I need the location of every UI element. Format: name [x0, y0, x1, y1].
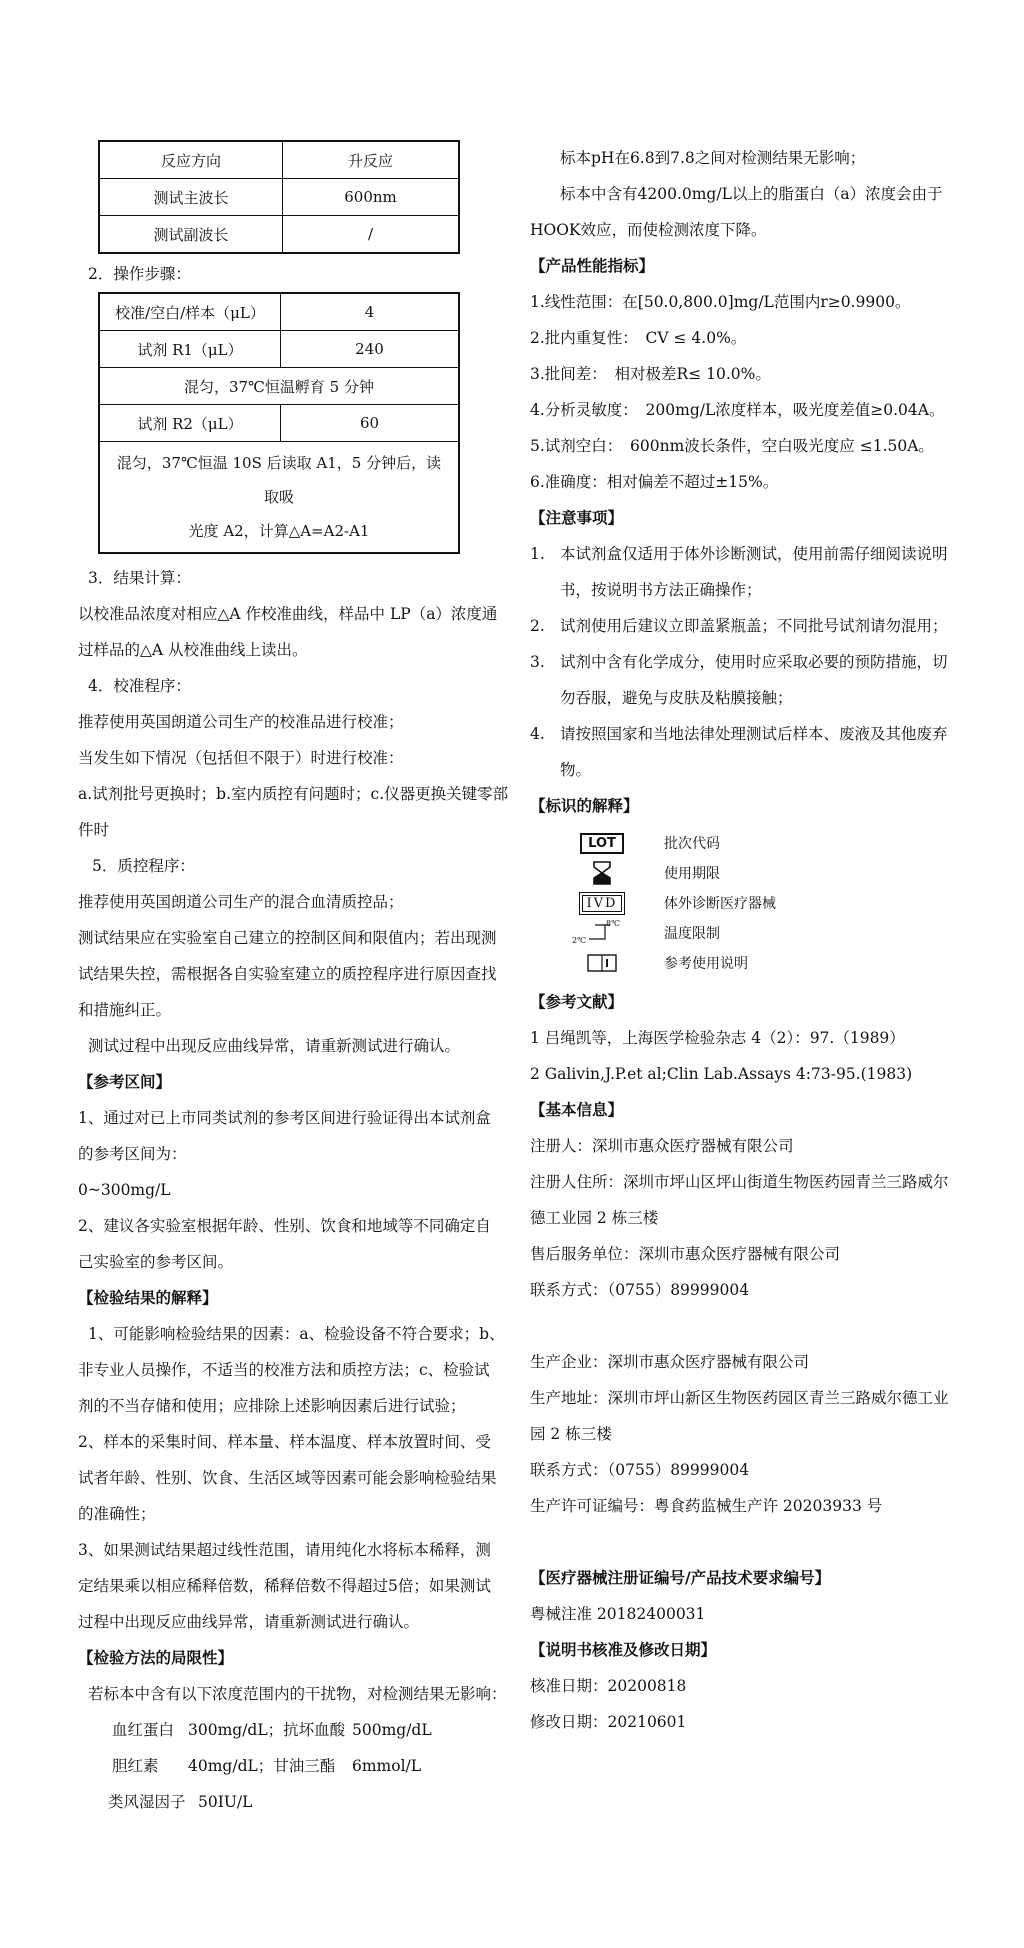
table-cell: 试剂 R1（μL）: [99, 331, 281, 368]
info-line: 园 2 栋三楼: [530, 1425, 612, 1443]
performance-item: 2.批内重复性： CV ≤ 4.0%。: [530, 329, 747, 347]
interferent-row: [78, 1784, 528, 1820]
list-number: 3.: [530, 653, 545, 671]
interferent-name: 胆红素: [112, 1757, 159, 1775]
table-row: [99, 293, 459, 331]
step-4-heading: 4．校准程序：: [88, 677, 191, 695]
info-line: 生产地址：深圳市坪山新区生物医药园区青兰三路威尔德工业: [530, 1389, 949, 1407]
interferent-limit: 6mmol/L: [352, 1757, 422, 1775]
table-row: [99, 179, 459, 216]
table-row: [99, 442, 459, 554]
table-cell: 反应方向: [99, 141, 283, 179]
instructions-book-icon: [572, 951, 632, 975]
paragraph-line: 3、如果测试结果超过线性范围，请用纯化水将标本稀释，测: [78, 1541, 491, 1559]
list-item: [530, 608, 960, 644]
symbol-label: 使用期限: [664, 866, 720, 882]
paragraph-line: 己实验室的参考区间。: [78, 1253, 234, 1271]
table-cell: 试剂 R2（μL）: [99, 405, 281, 442]
table-cell-line: 光度 A2，计算△A=A2-A1: [188, 522, 370, 540]
paragraph-line: 推荐使用英国朗道公司生产的混合血清质控品；: [78, 893, 404, 911]
table-row: [99, 216, 459, 254]
paragraph-line: 若标本中含有以下浓度范围内的干扰物，对检测结果无影响：: [88, 1685, 507, 1703]
section-heading-performance: 【产品性能指标】: [530, 256, 655, 275]
list-item: [530, 644, 960, 716]
symbol-row: [530, 828, 960, 858]
temperature-min: 2℃: [572, 936, 587, 945]
reference-item: 2 Galivin,J.P.et al;Clin Lab.Assays 4:73-95.(1983): [530, 1065, 913, 1083]
symbol-row: [530, 948, 960, 978]
symbol-label: 批次代码: [664, 836, 720, 852]
list-item: [530, 536, 960, 608]
performance-item: 1.线性范围：在[50.0,800.0]mg/L范围内r≥0.9900。: [530, 293, 911, 311]
table-cell: [99, 442, 459, 554]
paragraph-line: 非专业人员操作，不适当的校准方法和质控方法；c、检验试: [78, 1361, 490, 1379]
step-2-heading: 2．操作步骤：: [88, 265, 191, 283]
right-column: [530, 140, 960, 1740]
paragraph-line: 1、通过对已上市同类试剂的参考区间进行验证得出本试剂盒: [78, 1109, 491, 1127]
table-row: [99, 368, 459, 405]
symbol-label: 参考使用说明: [664, 956, 748, 972]
step-5-heading: 5．质控程序：: [92, 857, 195, 875]
step-3-heading: 3．结果计算：: [88, 569, 191, 587]
list-number: 4.: [530, 725, 545, 743]
section-heading-references: 【参考文献】: [530, 992, 624, 1011]
paragraph-line: 标本pH在6.8到7.8之间对检测结果无影响；: [560, 149, 866, 167]
list-text: 试剂中含有化学成分，使用时应采取必要的预防措施，切勿吞服，避免与皮肤及粘膜接触；: [560, 653, 948, 707]
interferent-limit: 300mg/dL；抗坏血酸: [188, 1721, 346, 1739]
list-number: 1.: [530, 545, 545, 563]
interferent-row: [78, 1748, 528, 1784]
paragraph-line: 当发生如下情况（包括但不限于）时进行校准：: [78, 749, 404, 767]
symbol-row: [530, 888, 960, 918]
table-cell-line: 混匀，37℃恒温 10S 后读取 A1，5 分钟后，读取吸: [116, 454, 442, 506]
performance-item: 6.准确度：相对偏差不超过±15%。: [530, 473, 779, 491]
table-cell: 240: [281, 331, 460, 368]
table-cell: 600nm: [283, 179, 460, 216]
performance-item: 3.批间差： 相对极差R≤ 10.0%。: [530, 365, 771, 383]
info-line: 德工业园 2 栋三楼: [530, 1209, 659, 1227]
modification-date: 修改日期：20210601: [530, 1713, 687, 1731]
list-text: 试剂使用后建议立即盖紧瓶盖；不同批号试剂请勿混用；: [560, 617, 948, 635]
performance-item: 5.试剂空白： 600nm波长条件，空白吸光度应 ≤1.50A。: [530, 437, 934, 455]
precautions-list: [530, 536, 960, 788]
list-item: [530, 716, 960, 788]
info-line: 联系方式：（0755）89999004: [530, 1281, 750, 1299]
ivd-icon: IVD: [572, 891, 632, 915]
table-cell: 校准/空白/样本（μL）: [99, 293, 281, 331]
left-column: [78, 140, 528, 1820]
table-cell: 4: [281, 293, 460, 331]
temperature-max: 8℃: [606, 919, 621, 928]
paragraph-line: 推荐使用英国朗道公司生产的校准品进行校准；: [78, 713, 404, 731]
paragraph-line: HOOK效应，而使检测浓度下降。: [530, 221, 767, 239]
interferent-row: [78, 1712, 528, 1748]
reference-range-value: 0~300mg/L: [78, 1181, 171, 1199]
section-heading-registration: 【医疗器械注册证编号/产品技术要求编号】: [530, 1568, 831, 1587]
temperature-limit-icon: [572, 921, 632, 945]
interferent-limit: 500mg/dL: [352, 1721, 432, 1739]
approval-date: 核准日期：20200818: [530, 1677, 687, 1695]
symbol-row: [530, 918, 960, 948]
paragraph-line: 过程中出现反应曲线异常，请重新测试进行确认。: [78, 1613, 420, 1631]
section-heading-reference-range: 【参考区间】: [78, 1072, 172, 1091]
table-row: [99, 405, 459, 442]
paragraph-line: 试者年龄、性别、饮食、生活区域等因素可能会影响检验结果: [78, 1469, 497, 1487]
procedure-table: [98, 292, 460, 554]
table-cell: 升反应: [283, 141, 460, 179]
paragraph-line: 的参考区间为：: [78, 1145, 187, 1163]
paragraph-line: 1、可能影响检验结果的因素：a、检验设备不符合要求；b、: [88, 1325, 505, 1343]
info-line: 联系方式：（0755）89999004: [530, 1461, 750, 1479]
paragraph-line: 的准确性；: [78, 1505, 156, 1523]
lot-icon: LOT: [572, 831, 632, 855]
paragraph-line: 剂的不当存储和使用；应排除上述影响因素后进行试验；: [78, 1397, 466, 1415]
interferent-name: 血红蛋白: [112, 1721, 175, 1739]
table-cell: 混匀，37℃恒温孵育 5 分钟: [99, 368, 459, 405]
info-line: 售后服务单位：深圳市惠众医疗器械有限公司: [530, 1245, 841, 1263]
paragraph-line: 标本中含有4200.0mg/L以上的脂蛋白（a）浓度会由于: [560, 185, 943, 203]
table-cell: /: [283, 216, 460, 254]
table-cell: 60: [281, 405, 460, 442]
registration-number: 粤械注准 20182400031: [530, 1605, 706, 1623]
hourglass-icon: [572, 861, 632, 885]
paragraph-line: 和措施纠正。: [78, 1001, 172, 1019]
info-line: 注册人住所：深圳市坪山区坪山街道生物医药园青兰三路威尔: [530, 1173, 949, 1191]
reference-item: 1 吕绳凯等，上海医学检验杂志 4（2）：97.（1989）: [530, 1029, 905, 1047]
paragraph-line: 2、样本的采集时间、样本量、样本温度、样本放置时间、受: [78, 1433, 491, 1451]
section-heading-dates: 【说明书核准及修改日期】: [530, 1640, 717, 1659]
table-cell: 测试副波长: [99, 216, 283, 254]
section-heading-method-limitations: 【检验方法的局限性】: [78, 1648, 234, 1667]
info-line: 生产许可证编号：粤食药监械生产许 20203933 号: [530, 1497, 883, 1515]
info-line: 注册人：深圳市惠众医疗器械有限公司: [530, 1137, 794, 1155]
section-heading-result-interpretation: 【检验结果的解释】: [78, 1288, 218, 1307]
paragraph-line: 测试过程中出现反应曲线异常，请重新测试进行确认。: [88, 1037, 461, 1055]
performance-item: 4.分析灵敏度： 200mg/L浓度样本，吸光度差值≥0.04A。: [530, 401, 945, 419]
paragraph-line: 过样品的△A 从校准曲线上读出。: [78, 641, 308, 659]
symbol-label: 体外诊断医疗器械: [664, 896, 776, 912]
paragraph-line: 以校准品浓度对相应△A 作校准曲线，样品中 LP（a）浓度通: [78, 605, 498, 623]
paragraph-line: 试结果失控，需根据各自实验室建立的质控程序进行原因查找: [78, 965, 497, 983]
section-heading-basic-info: 【基本信息】: [530, 1100, 624, 1119]
spacer: [530, 1308, 960, 1344]
symbol-row: [530, 858, 960, 888]
paragraph-line: 2、建议各实验室根据年龄、性别、饮食和地域等不同确定自: [78, 1217, 491, 1235]
table-cell: 测试主波长: [99, 179, 283, 216]
spacer: [530, 1524, 960, 1560]
list-text: 请按照国家和当地法律处理测试后样本、废液及其他废弃物。: [560, 725, 948, 779]
list-number: 2.: [530, 617, 545, 635]
interferent-limit: 50IU/L: [198, 1793, 253, 1811]
list-text: 本试剂盒仅适用于体外诊断测试，使用前需仔细阅读说明书，按说明书方法正确操作；: [560, 545, 948, 599]
paragraph-line: 件时: [78, 821, 110, 839]
reaction-table: [98, 140, 460, 254]
paragraph-line: a.试剂批号更换时；b.室内质控有问题时；c.仪器更换关键零部: [78, 785, 509, 803]
paragraph-line: 定结果乘以相应稀释倍数，稀释倍数不得超过5倍；如果测试: [78, 1577, 491, 1595]
interferent-name: 类风湿因子: [108, 1793, 186, 1811]
table-row: [99, 331, 459, 368]
interferent-limit: 40mg/dL；甘油三酯: [188, 1757, 336, 1775]
table-row: [99, 141, 459, 179]
paragraph-line: 测试结果应在实验室自己建立的控制区间和限值内；若出现测: [78, 929, 497, 947]
symbols-legend: [530, 824, 960, 984]
section-heading-symbols: 【标识的解释】: [530, 796, 639, 815]
section-heading-precautions: 【注意事项】: [530, 508, 624, 527]
symbol-label: 温度限制: [664, 926, 720, 942]
info-line: 生产企业：深圳市惠众医疗器械有限公司: [530, 1353, 810, 1371]
